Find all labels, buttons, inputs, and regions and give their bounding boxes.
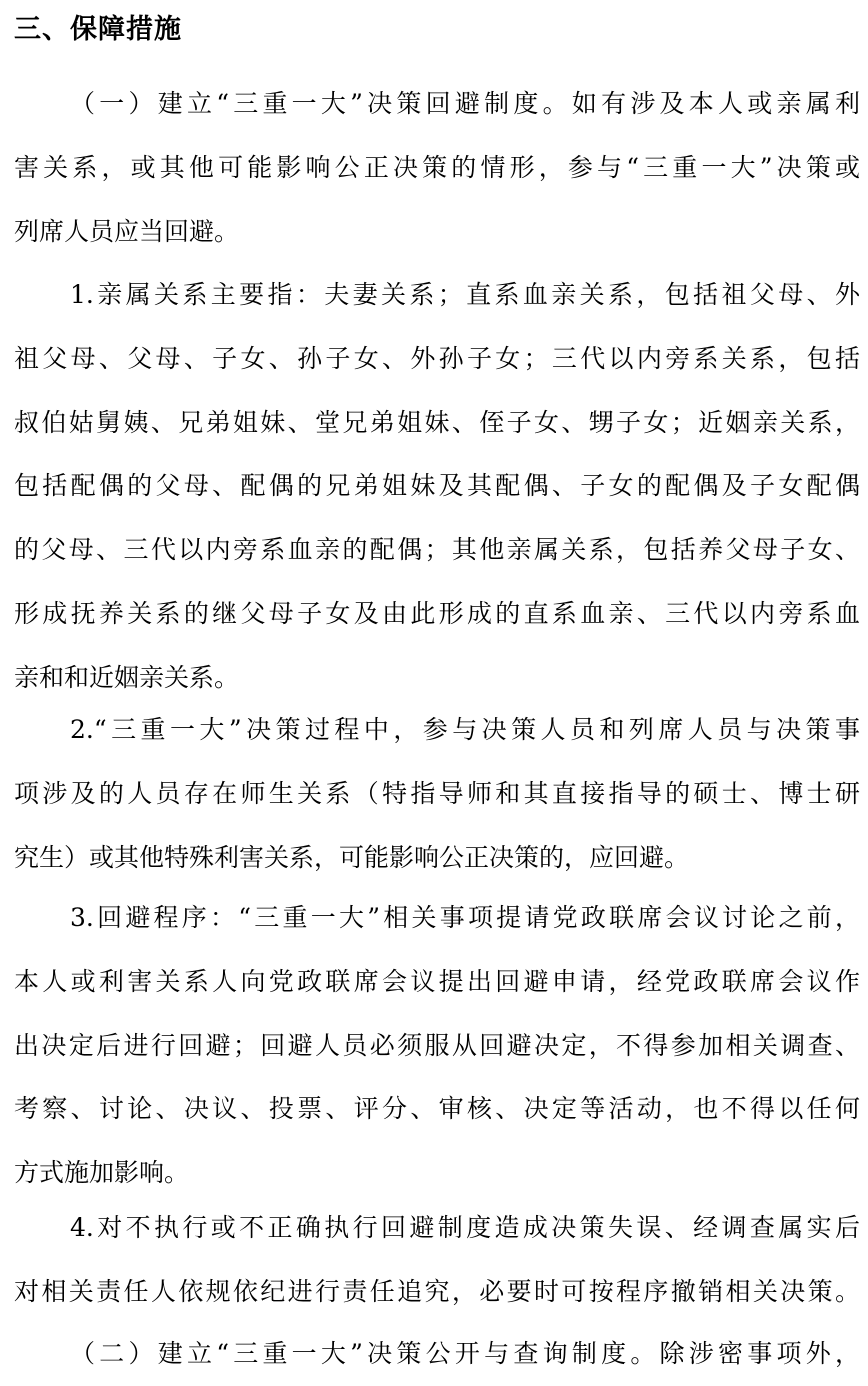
- paragraph-line: 2.“三重一大”决策过程中，参与决策人员和列席人员与决策事: [70, 715, 860, 744]
- paragraph-line: 亲和和近姻亲关系。: [14, 662, 240, 692]
- paragraph-line: 害关系，或其他可能影响公正决策的情形，参与“三重一大”决策或: [14, 152, 860, 182]
- paragraph-line: 祖父母、父母、子女、孙子女、外孙子女；三代以内旁系关系，包括: [14, 343, 860, 373]
- paragraph-line: 对相关责任人依规依纪进行责任追究，必要时可按程序撤销相关决策。: [14, 1276, 860, 1306]
- paragraph-line: 列席人员应当回避。: [14, 216, 240, 246]
- paragraph-line: 4.对不执行或不正确执行回避制度造成决策失误、经调查属实后: [70, 1213, 860, 1242]
- paragraph-teacher-student-relation: [14, 698, 860, 889]
- paragraph-line: （一）建立“三重一大”决策回避制度。如有涉及本人或亲属利: [70, 89, 860, 118]
- paragraph-line: 本人或利害关系人向党政联席会议提出回避申请，经党政联席会议作: [14, 966, 860, 996]
- paragraph-line: 3.回避程序：“三重一大”相关事项提请党政联席会议讨论之前，: [70, 903, 860, 932]
- paragraph-line: 1.亲属关系主要指：夫妻关系；直系血亲关系，包括祖父母、外: [70, 280, 860, 309]
- section-title: 三、保障措施: [14, 14, 182, 45]
- paragraph-line: 包括配偶的父母、配偶的兄弟姐妹及其配偶、子女的配偶及子女配偶: [14, 471, 860, 501]
- paragraph-accountability: [14, 1196, 860, 1324]
- paragraph-line: 究生）或其他特殊利害关系，可能影响公正决策的，应回避。: [14, 842, 690, 872]
- paragraph-line: 的父母、三代以内旁系血亲的配偶；其他亲属关系，包括养父母子女、: [14, 535, 860, 565]
- paragraph-line: 考察、讨论、决议、投票、评分、审核、决定等活动，也不得以任何: [14, 1094, 860, 1124]
- paragraph-line: （二）建立“三重一大”决策公开与查询制度。除涉密事项外，: [70, 1339, 860, 1368]
- paragraph-line: 形成抚养关系的继父母子女及由此形成的直系血亲、三代以内旁系血: [14, 598, 860, 628]
- paragraph-kinship-definition: [14, 263, 860, 710]
- paragraph-line: 叔伯姑舅姨、兄弟姐妹、堂兄弟姐妹、侄子女、甥子女；近姻亲关系，: [14, 407, 860, 437]
- paragraph-line: 出决定后进行回避；回避人员必须服从回避决定，不得参加相关调查、: [14, 1030, 860, 1060]
- paragraph-line: 项涉及的人员存在师生关系（特指导师和其直接指导的硕士、博士研: [14, 778, 860, 808]
- paragraph-avoidance-procedure: [14, 886, 860, 1205]
- paragraph-avoidance-system: [14, 72, 860, 263]
- paragraph-disclosure-system: [14, 1322, 860, 1386]
- paragraph-line: 方式施加影响。: [14, 1158, 190, 1188]
